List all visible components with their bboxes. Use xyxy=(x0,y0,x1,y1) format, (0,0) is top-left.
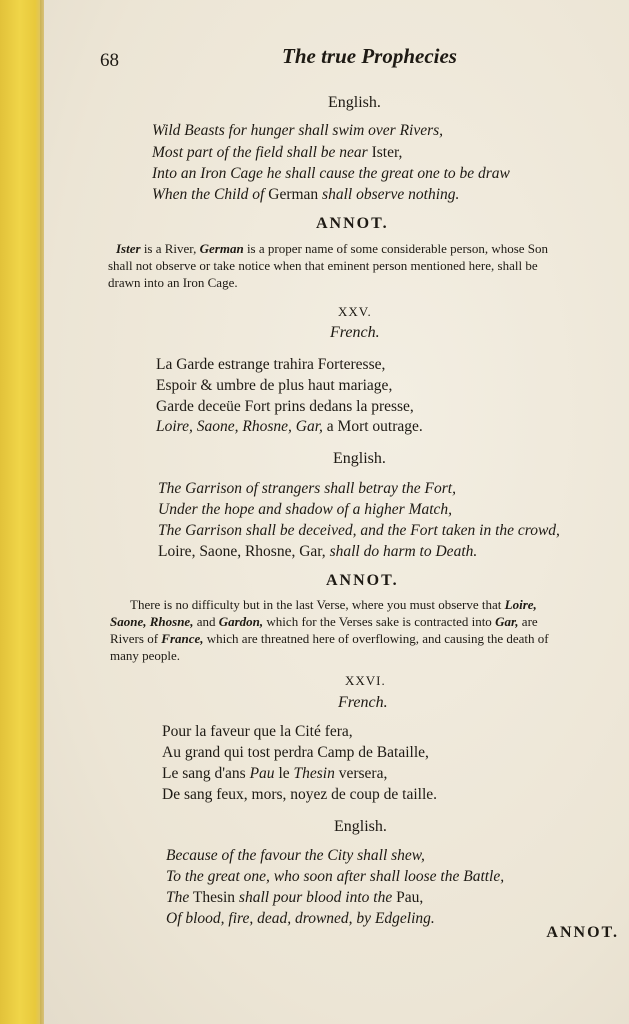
running-title: The true Prophecies xyxy=(282,44,457,68)
verse-line-roman: le xyxy=(278,765,290,782)
verse-line-italic: Pau xyxy=(249,765,275,782)
verse-line-italic: When the Child of xyxy=(152,186,265,203)
annotation-text: Rivers of xyxy=(110,631,159,646)
annotation-line: many people. xyxy=(110,648,181,663)
annotation-term: Ister xyxy=(116,241,141,256)
annotation-term: France, xyxy=(161,631,204,646)
annotation-text: There is no difficulty but in the last Verse, where you must observe that xyxy=(130,597,502,612)
annotation-text: is a River, xyxy=(143,241,197,256)
verse-line: De sang feux, mors, noyez de coup de taille. xyxy=(162,786,438,803)
verse-line-roman: Ister, xyxy=(371,144,403,161)
annotation-text: is a proper name of some considerable person, whose Son xyxy=(246,241,549,256)
annotation-text: which are threatned here of overflowing, and causing the death of xyxy=(206,631,549,646)
annotation-line xyxy=(110,630,549,648)
verse-line: The Garrison shall be deceived, and the Fort taken in the crowd, xyxy=(158,522,560,539)
verse-line-italic: Most part of the field shall be near xyxy=(152,144,368,161)
verse-line-roman: German xyxy=(268,186,319,203)
french-heading: French. xyxy=(330,324,380,341)
page-number: 68 xyxy=(100,50,119,71)
catchword: ANNOT. xyxy=(546,924,619,941)
annotation-term: Gardon, xyxy=(218,614,264,629)
verse-line xyxy=(156,416,423,437)
annotation-term: German xyxy=(199,241,244,256)
annotation-term: Gar, xyxy=(495,614,519,629)
annotation-line xyxy=(110,613,538,631)
verse-line: To the great one, who soon after shall loose the Battle, xyxy=(166,868,505,885)
annotation-text: and xyxy=(196,614,216,629)
french-heading: French. xyxy=(338,694,388,711)
annot-heading: ANNOT. xyxy=(316,215,389,232)
verse-line: The Garrison of strangers shall betray the Fort, xyxy=(158,480,456,497)
verse-line: Garde deceüe Fort prins dedans la presse, xyxy=(156,398,414,415)
annotation-text: are xyxy=(521,614,538,629)
english-heading: English. xyxy=(334,818,387,835)
verse-line: Under the hope and shadow of a higher Match, xyxy=(158,501,453,518)
verse-line: Wild Beasts for hunger shall swim over Rivers, xyxy=(152,122,444,139)
annotation-line xyxy=(130,596,537,614)
verse-line-italic: shall observe nothing. xyxy=(322,186,460,203)
verse-line-italic: Loire, Saone, Rhosne, Gar, xyxy=(156,418,323,435)
verse-line-roman: Thesin xyxy=(192,889,236,906)
verse-line-italic: The xyxy=(166,889,190,906)
verse-line-roman: Le sang d'ans xyxy=(162,765,246,782)
annotation-line: shall not observe or take notice when that eminent person mentioned here, shall be xyxy=(108,258,538,273)
verse-line: Espoir & umbre de plus haut mariage, xyxy=(156,377,393,394)
verse-line: Pour la faveur que la Cité fera, xyxy=(162,723,353,740)
verse-line xyxy=(152,184,459,205)
verse-line: Au grand qui tost perdra Camp de Bataille, xyxy=(162,744,429,761)
verse-line-italic: Thesin xyxy=(293,765,335,782)
annotation-term: Loire, xyxy=(504,597,537,612)
annotation-text: which for the Verses sake is contracted into xyxy=(266,614,492,629)
verse-line-roman: versera, xyxy=(338,765,388,782)
annot-heading: ANNOT. xyxy=(326,572,399,589)
annotation-line xyxy=(116,240,548,258)
verse-line-roman: a Mort outrage. xyxy=(326,418,423,435)
english-heading: English. xyxy=(333,450,386,467)
verse-line xyxy=(166,887,423,908)
annotation-term: Saone, Rhosne, xyxy=(110,614,194,629)
verse-line-italic: shall do harm to Death. xyxy=(329,543,478,560)
verse-line-roman: Loire, Saone, Rhosne, Gar, xyxy=(158,543,326,560)
verse-line xyxy=(152,142,402,163)
stanza-number: XXV. xyxy=(338,304,372,319)
stanza-number: XXVI. xyxy=(345,673,386,688)
verse-line: Into an Iron Cage he shall cause the great one to be draw xyxy=(152,165,510,182)
verse-line: Because of the favour the City shall shew, xyxy=(166,847,425,864)
english-heading: English. xyxy=(328,94,381,111)
gilt-page-edge xyxy=(0,0,44,1024)
verse-line xyxy=(162,763,387,784)
verse-line xyxy=(158,541,477,562)
verse-line: Of blood, fire, dead, drowned, by Edgeling. xyxy=(166,910,435,927)
verse-line: La Garde estrange trahira Forteresse, xyxy=(156,356,386,373)
verse-line-roman: Pau, xyxy=(396,889,424,906)
annotation-line: drawn into an Iron Cage. xyxy=(108,275,238,290)
verse-line-italic: shall pour blood into the xyxy=(238,889,393,906)
